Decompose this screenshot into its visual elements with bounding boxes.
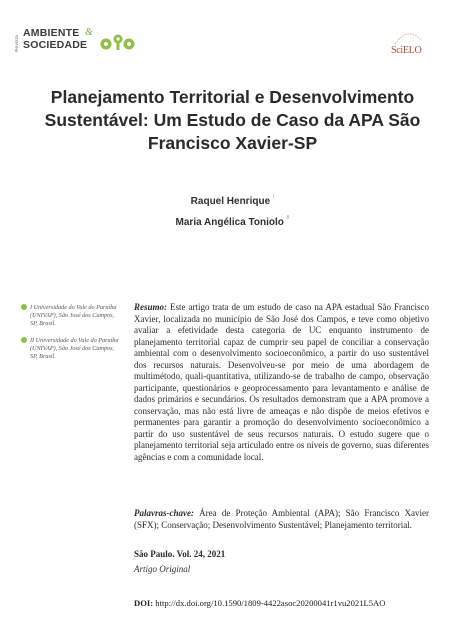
author-1-name: Raquel Henrique (190, 196, 271, 207)
journal-name-line2: SOCIEDADE (23, 39, 88, 51)
issue-info: São Paulo. Vol. 24, 2021 (134, 549, 226, 559)
keywords-text: Área de Proteção Ambiental (APA); São Francisco Xavier (SFX); Conservação; Desenvolvimento Sustentável; Planejamento territorial. (134, 508, 429, 530)
scielo-logo (391, 28, 425, 56)
journal-side-label: Revista (14, 34, 19, 52)
author-1 (0, 189, 465, 210)
affiliation-bullet-icon (21, 304, 27, 310)
article-type: Artigo Original (134, 564, 191, 574)
affiliation-1-text: I Universidade do Vale do Paraíba (UNIVAP), São José dos Campos, SP, Brasil. (30, 304, 117, 328)
abstract (134, 302, 429, 463)
keywords (134, 508, 429, 531)
author-1-mark: I (272, 194, 275, 200)
article-title: Planejamento Territorial e Desenvolvimento Sustentável: Um Estudo de Caso da APA São Francisco Xavier-SP (44, 87, 421, 153)
scielo-wordmark: SciELO (391, 45, 422, 56)
affiliation-bullet-icon (21, 337, 27, 343)
affiliation-1 (21, 304, 121, 334)
abstract-text: Este artigo trata de um estudo de caso na APA estadual São Francisco Xavier, localizada no município de São José dos Campos, e teve como objetivo avaliar a efetividade desta categoria de UC enquanto instrumento de planejamento territorial capaz de cumprir seu papel de conciliar a conservação ambiental com o desenvolvimento socioeconômico, a partir do uso sustentável dos recursos naturais. Desenvolveu-se por meio de uma abordagem de multimétodo, quali-quantitativa, utilizando-se de trabalho de campo, observação participante, questionários e geoprocessamento para levantamento e análise de dados primários e secundários. Os resultados demonstram que a APA promove a conservação, mas não está livre de ameaças e não dispõe de meios efetivos e permanentes para garantir a promoção do desenvolvimento socioeconômico a partir do uso sustentável de seus recursos naturais. O estudo sugere que o planejamento territorial seja articulado entre os níveis de governo, suas diferentes agências e com a comunidade local. (134, 302, 429, 462)
abstract-label: Resumo: (134, 302, 168, 312)
affiliation-2 (21, 337, 121, 367)
doi-link[interactable]: http://dx.doi.org/10.1590/1809-4422asoc20200041r1vu2021L5AO (155, 598, 386, 608)
doi-line (134, 598, 385, 608)
journal-emblem-icon (96, 31, 144, 51)
journal-logo (14, 26, 154, 54)
journal-name-line1: AMBIENTE (23, 27, 80, 39)
author-2 (0, 210, 465, 231)
journal-ampersand: & (85, 27, 93, 38)
doi-label: DOI: (134, 598, 154, 608)
author-list (0, 189, 465, 231)
author-2-mark: II (286, 215, 290, 221)
scielo-arc-icon (391, 28, 425, 46)
keywords-label: Palavras-chave: (134, 508, 194, 518)
author-2-name: Maria Angélica Toniolo (175, 217, 284, 228)
affiliation-2-text: II Universidade do Vale do Paraíba (UNIVAP), São José dos Campos, SP, Brasil. (30, 337, 119, 361)
